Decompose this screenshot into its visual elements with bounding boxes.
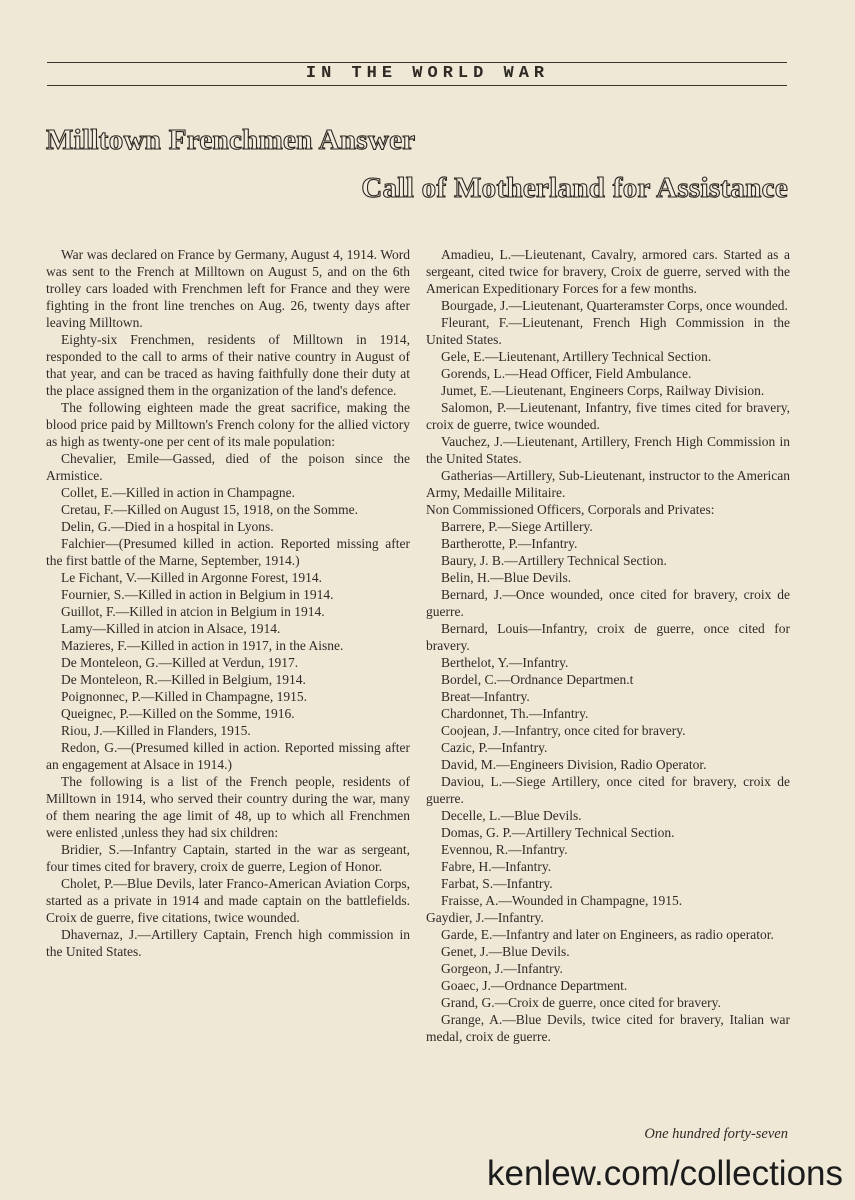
list-item: Domas, G. P.—Artillery Technical Section. [441, 825, 675, 840]
list-item: Vauchez, J.—Lieutenant, Artillery, French High Commission in the United States. [426, 434, 790, 466]
list-item: Fournier, S.—Killed in action in Belgium in 1914. [61, 587, 334, 602]
list-item: Salomon, P.—Lieutenant, Infantry, five times cited for bravery, croix de guerre, twice wounded. [426, 400, 790, 432]
list-item: Fleurant, F.—Lieutenant, French High Commission in the United States. [426, 315, 790, 347]
list-item: Gorgeon, J.—Infantry. [441, 961, 563, 976]
left-column [46, 246, 410, 960]
running-header: IN THE WORLD WAR [305, 64, 550, 83]
list-item: Bernard, J.—Once wounded, once cited for bravery, croix de guerre. [426, 587, 790, 619]
list-item: Daviou, L.—Siege Artillery, once cited for bravery, croix de guerre. [426, 774, 790, 806]
list-item: Chardonnet, Th.—Infantry. [441, 706, 589, 721]
list-item: Queignec, P.—Killed on the Somme, 1916. [61, 706, 295, 721]
list-item: Baury, J. B.—Artillery Technical Section. [441, 553, 667, 568]
list-item: Cazic, P.—Infantry. [441, 740, 548, 755]
list-item: Amadieu, L.—Lieutenant, Cavalry, armored cars. Started as a sergeant, cited twice for bravery, Croix de guerre, served with the American Expeditionary Forces for a few months. [426, 247, 790, 296]
list-item: Fraisse, A.—Wounded in Champagne, 1915. [441, 893, 683, 908]
paragraph: The following is a list of the French people, residents of Milltown in 1914, who served their country during the war, many of them nearing the age limit of 48, up to which all Frenchmen were enlisted ,unless they had six children: [46, 774, 410, 840]
list-item: Bernard, Louis—Infantry, croix de guerre, once cited for bravery. [426, 621, 790, 653]
list-item: Breat—Infantry. [441, 689, 530, 704]
list-item: Poignonnec, P.—Killed in Champagne, 1915. [61, 689, 307, 704]
list-item: Bourgade, J.—Lieutenant, Quarteramster Corps, once wounded. [441, 298, 788, 313]
paragraph: Eighty-six Frenchmen, residents of Milltown in 1914, responded to the call to arms of their native country in August of that year, and can be traced as having faithfully done their duty at the place assigned them in the organization of the land's defence. [46, 332, 410, 398]
header-rule-top [47, 62, 787, 63]
page-title-line-1: Milltown Frenchmen Answer [46, 124, 416, 156]
list-item: Mazieres, F.—Killed in action in 1917, in the Aisne. [61, 638, 344, 653]
list-item: Jumet, E.—Lieutenant, Engineers Corps, Railway Division. [441, 383, 765, 398]
list-item: Goaec, J.—Ordnance Department. [441, 978, 628, 993]
list-item: De Monteleon, R.—Killed in Belgium, 1914. [61, 672, 306, 687]
watermark-link: kenlew.com/collections [487, 1154, 843, 1193]
list-item: Dhavernaz, J.—Artillery Captain, French high commission in the United States. [46, 927, 410, 959]
list-item: Lamy—Killed in atcion in Alsace, 1914. [61, 621, 281, 636]
list-item: Falchier—(Presumed killed in action. Reported missing after the first battle of the Marne, September, 1914.) [46, 536, 410, 568]
list-item: Berthelot, Y.—Infantry. [441, 655, 569, 670]
list-item: David, M.—Engineers Division, Radio Operator. [441, 757, 707, 772]
list-item: Cretau, F.—Killed on August 15, 1918, on the Somme. [61, 502, 359, 517]
list-item: Barrere, P.—Siege Artillery. [441, 519, 593, 534]
section-heading: Non Commissioned Officers, Corporals and Privates: [426, 502, 715, 517]
list-item: Le Fichant, V.—Killed in Argonne Forest, 1914. [61, 570, 322, 585]
list-item: Gaydier, J.—Infantry. [426, 910, 544, 925]
list-item: Bridier, S.—Infantry Captain, started in the war as sergeant, four times cited for bravery, croix de guerre, Legion of Honor. [46, 842, 410, 874]
list-item: Belin, H.—Blue Devils. [441, 570, 572, 585]
list-item: Garde, E.—Infantry and later on Engineers, as radio operator. [441, 927, 774, 942]
list-item: Farbat, S.—Infantry. [441, 876, 553, 891]
page-number: One hundred forty-seven [644, 1126, 788, 1142]
paragraph: The following eighteen made the great sacrifice, making the blood price paid by Milltown's French colony for the allied victory as high as twenty-one per cent of its male population: [46, 400, 410, 449]
list-item: Delin, G.—Died in a hospital in Lyons. [61, 519, 274, 534]
list-item: Bordel, C.—Ordnance Departmen.t [441, 672, 634, 687]
header-rule-bottom [47, 85, 787, 86]
list-item: Fabre, H.—Infantry. [441, 859, 552, 874]
list-item: Grange, A.—Blue Devils, twice cited for bravery, Italian war medal, croix de guerre. [426, 1012, 790, 1044]
list-item: Redon, G.—(Presumed killed in action. Reported missing after an engagement at Alsace in 1914.) [46, 740, 410, 772]
list-item: Riou, J.—Killed in Flanders, 1915. [61, 723, 251, 738]
list-item: Gatherias—Artillery, Sub-Lieutenant, instructor to the American Army, Medaille Militaire. [426, 468, 790, 500]
list-item: Chevalier, Emile—Gassed, died of the poison since the Armistice. [46, 451, 410, 483]
list-item: Evennou, R.—Infantry. [441, 842, 568, 857]
list-item: Coojean, J.—Infantry, once cited for bravery. [441, 723, 686, 738]
list-item: Collet, E.—Killed in action in Champagne. [61, 485, 295, 500]
list-item: Bartherotte, P.—Infantry. [441, 536, 578, 551]
paragraph: War was declared on France by Germany, August 4, 1914. Word was sent to the French at Milltown on August 5, and on the 6th trolley cars loaded with Frenchmen left for France and they were fighting in the front line trenches on Aug. 26, twenty days after leaving Milltown. [46, 247, 410, 330]
right-column [426, 246, 790, 1045]
list-item: Genet, J.—Blue Devils. [441, 944, 570, 959]
list-item: Guillot, F.—Killed in atcion in Belgium in 1914. [61, 604, 325, 619]
list-item: Cholet, P.—Blue Devils, later Franco-American Aviation Corps, started as a private in 1914 and made captain on the battlefields. Croix de guerre, five citations, twice wounded. [46, 876, 410, 925]
page-title-line-2: Call of Motherland for Assistance [361, 172, 788, 204]
list-item: De Monteleon, G.—Killed at Verdun, 1917. [61, 655, 299, 670]
list-item: Gele, E.—Lieutenant, Artillery Technical Section. [441, 349, 712, 364]
list-item: Gorends, L.—Head Officer, Field Ambulance. [441, 366, 692, 381]
list-item: Decelle, L.—Blue Devils. [441, 808, 582, 823]
list-item: Grand, G.—Croix de guerre, once cited for bravery. [441, 995, 721, 1010]
